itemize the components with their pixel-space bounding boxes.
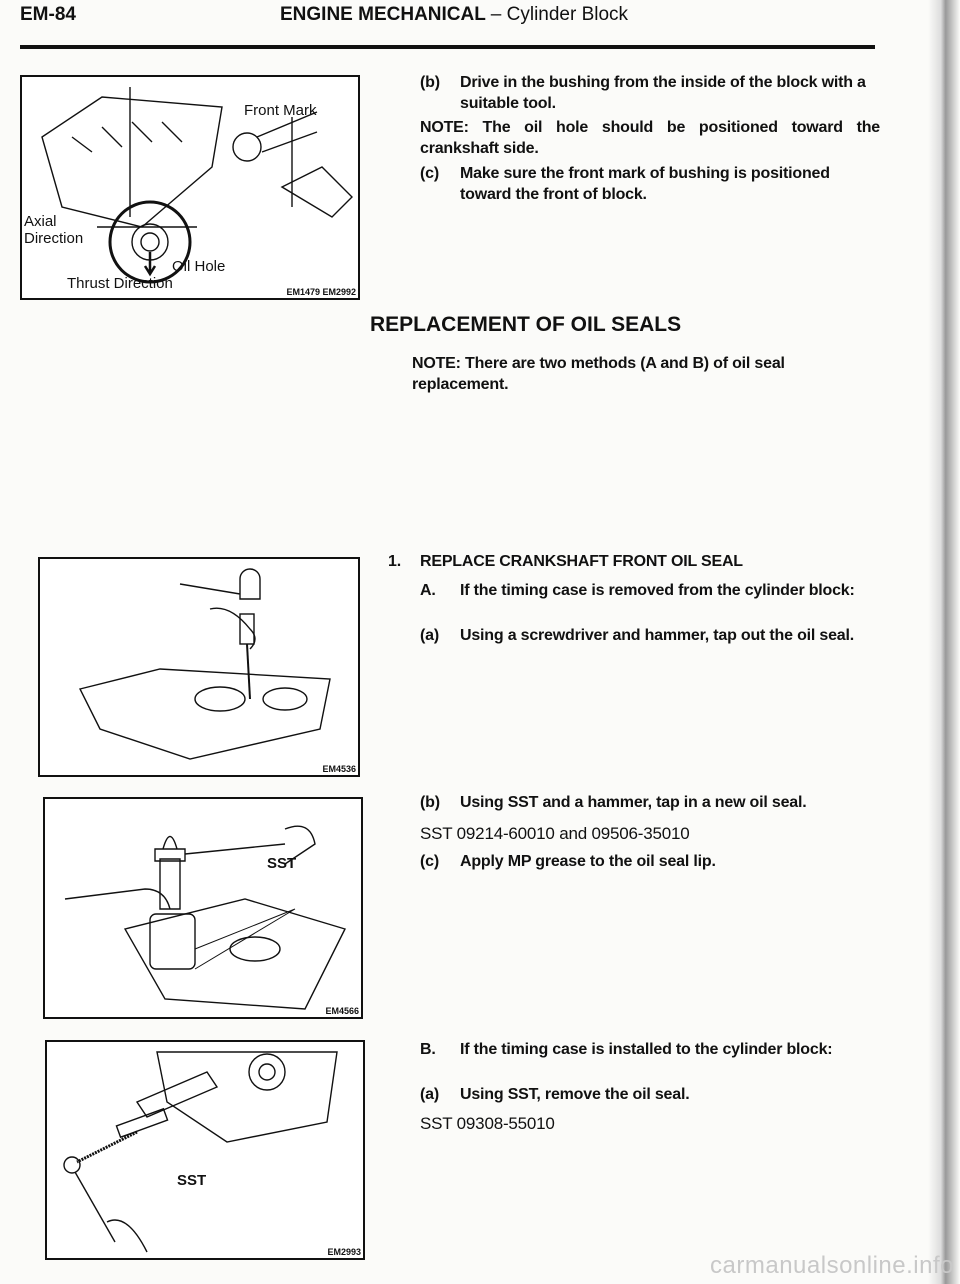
step-text: Using SST and a hammer, tap in a new oil seal. [460,794,807,811]
figure-tap-in-seal [43,797,363,1019]
item-number: 1. [388,553,401,570]
header-rule [20,45,875,49]
page-header-title [280,4,628,26]
seal-puller-illustration [47,1042,363,1258]
step-marker: (a) [420,1086,439,1103]
step-text: Using SST, remove the oil seal. [460,1086,690,1103]
method-marker: A. [420,582,436,599]
sst-number: SST 09308-55010 [420,1114,555,1133]
step-text: Apply MP grease to the oil seal lip. [460,853,716,870]
label-oil-hole: Oil Hole [172,258,226,275]
step-text: Using a screwdriver and hammer, tap out the oil seal. [460,627,854,644]
note-text: NOTE: The oil hole should be positioned toward the crankshaft side. [420,119,880,157]
step-marker: (b) [420,74,440,91]
figure-code: EM1479 EM2992 [286,287,356,297]
figure-bushing [20,75,360,300]
subsection-name: – Cylinder Block [490,4,629,25]
figure-remove-seal [45,1040,365,1260]
figure-code: EM4566 [325,1006,359,1016]
page-number: EM-84 [20,4,76,25]
screwdriver-hammer-illustration [40,559,358,775]
figure-code: EM4536 [322,764,356,774]
item-title: REPLACE CRANKSHAFT FRONT OIL SEAL [420,553,743,570]
sst-hammer-illustration [45,799,361,1017]
section-title: REPLACEMENT OF OIL SEALS [370,313,682,336]
step-marker: (c) [420,165,439,182]
method-marker: B. [420,1041,436,1058]
label-thrust-direction: Thrust Direction [67,275,173,292]
step-marker: (a) [420,627,439,644]
label-sst: SST [177,1172,207,1189]
sst-number: SST 09214-60010 and 09506-35010 [420,824,690,843]
label-sst: SST [267,855,297,872]
step-text: Make sure the front mark of bushing is positioned toward the front of block. [460,165,830,203]
method-text: If the timing case is removed from the cylinder block: [460,582,855,599]
figure-tap-out-seal [38,557,360,777]
section-name: ENGINE MECHANICAL [280,4,486,25]
step-marker: (b) [420,794,440,811]
section-note: NOTE: There are two methods (A and B) of oil seal replacement. [412,355,785,393]
figure-code: EM2993 [327,1247,361,1257]
method-text: If the timing case is installed to the cylinder block: [460,1041,833,1058]
step-marker: (c) [420,853,439,870]
step-text: Drive in the bushing from the inside of the block with a suitable tool. [460,74,866,112]
page-edge-shadow [928,0,960,1284]
label-direction: Direction [24,230,84,247]
watermark: carmanualsonline.info [710,1252,954,1279]
label-axial: Axial [24,213,57,230]
label-front-mark: Front Mark [244,102,317,119]
